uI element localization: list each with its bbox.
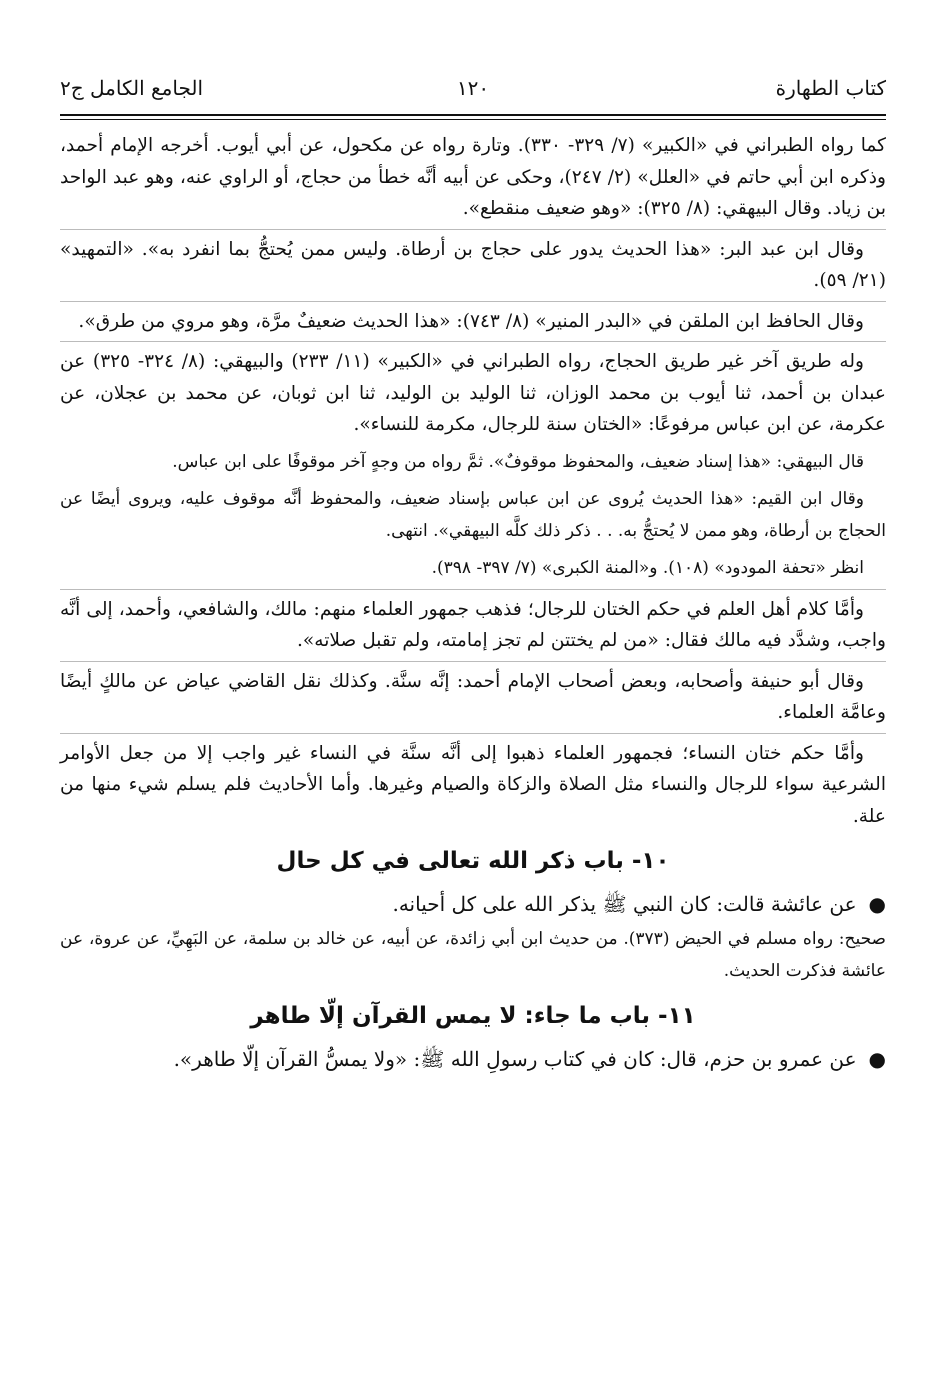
paragraph: وأمَّا حكم ختان النساء؛ فجمهور العلماء ذهبوا إلى أنَّه سنَّة في النساء غير واجب إلا من جعل الأوامر الشرعية سواء للرجال والنساء مثل الصلاة والزكاة والصيام وغيرها. وأما الأحاديث فلم يسلم شيء منها من علة. (60, 733, 886, 833)
section-10-heading: ١٠- باب ذكر الله تعالى في كل حال (276, 848, 670, 874)
header-rule-thick (60, 114, 886, 116)
hadith-text: عن عائشة قالت: كان النبي ﷺ يذكر الله على كل أحيانه. (392, 892, 857, 916)
page-header (60, 68, 886, 112)
bullet-icon: ● (868, 892, 886, 916)
paragraph: كما رواه الطبراني في «الكبير» (٧/ ٣٢٩- ٣٣٠). وتارة رواه عن مكحول، عن أبي أيوب. أخرجه الإمام أحمد، وذكره ابن أبي حاتم في «العلل» (٢/ ٢٤٧)، وحكى عن أبيه أنَّه خطأ من حجاج، أو الراوي عنه، وهو عبد الواحد بن زياد. وقال البيهقي: (٨/ ٣٢٥): «وهو ضعيف منقطع». (60, 135, 886, 219)
book-title: كتاب الطهارة (775, 76, 886, 100)
bullet-icon: ● (868, 1047, 886, 1071)
paragraph: وقال ابن القيم: «هذا الحديث يُروى عن ابن عباس بإسناد ضعيف، والمحفوظ أنَّه موقوف عليه، ويروى أيضًا عن الحجاج بن أرطاة، وهو ممن لا يُحتجُّ به. . . ذكر ذلك كلَّه البيهقي». انتهى. (60, 489, 886, 541)
page-number: ١٢٠ (456, 76, 490, 100)
section-10-hadith (60, 886, 886, 922)
header-rule-thin (60, 119, 886, 120)
paragraph: وقال ابن عبد البر: «هذا الحديث يدور على حجاج بن أرطاة. وليس ممن يُحتجُّ بما انفرد به». «التمهيد» (٢١/ ٥٩). (60, 229, 886, 297)
section-11-hadith (60, 1041, 886, 1077)
paragraph: وقال أبو حنيفة وأصحابه، وبعض أصحاب الإمام أحمد: إنَّه سنَّة. وكذلك نقل القاضي عياض عن مالكٍ أيضًا وعامَّة العلماء. (60, 661, 886, 729)
paragraph: وله طريق آخر غير طريق الحجاج، رواه الطبراني في «الكبير» (١١/ ٢٣٣) والبيهقي: (٨/ ٣٢٤- ٣٢٥) عن عبدان بن أحمد، ثنا أيوب بن محمد الوزان، ثنا الوليد بن الوليد، ثنا ابن ثوبان، عن محمد بن عجلان، عن عكرمة، عن ابن عباس مرفوعًا: «الختان سنة للرجال، مكرمة للنساء». (60, 341, 886, 441)
paragraph: وقال الحافظ ابن الملقن في «البدر المنير» (٨/ ٧٤٣): «هذا الحديث ضعيفٌ مرَّة، وهو مروي من طرق». (60, 301, 886, 338)
section-10-takhrij: صحيح: رواه مسلم في الحيض (٣٧٣). من حديث ابن أبي زائدة، عن أبيه، عن خالد بن سلمة، عن البَهِيِّ، عن عروة، عن عائشة فذكرت الحديث. (60, 929, 886, 981)
paragraph: انظر «تحفة المودود» (١٠٨). و«المنة الكبرى» (٧/ ٣٩٧- ٣٩٨). (431, 558, 864, 578)
paragraph: وأمَّا كلام أهل العلم في حكم الختان للرجال؛ فذهب جمهور العلماء منهم: مالك، والشافعي، وأحمد، إلى أنَّه واجب، وشدَّد فيه مالك فقال: «من لم يختتن لم تجز إمامته، ولم تقبل صلاته». (60, 589, 886, 657)
hadith-text: عن عمرو بن حزم، قال: كان في كتاب رسولِ الله ﷺ: «ولا يمسُّ القرآن إلّا طاهر». (173, 1047, 857, 1071)
section-11-heading: ١١- باب ما جاء: لا يمس القرآن إلّا طاهر (250, 1003, 696, 1029)
paragraph: قال البيهقي: «هذا إسناد ضعيف، والمحفوظ موقوفٌ». ثمَّ رواه من وجهٍ آخر موقوفًا على ابن عباس. (172, 451, 864, 472)
series-title: الجامع الكامل ج٢ (60, 76, 204, 100)
